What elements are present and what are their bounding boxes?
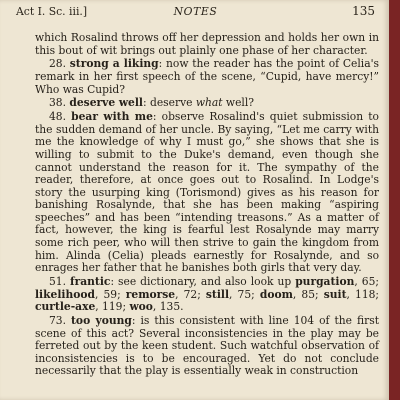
ref-line: 65 xyxy=(361,275,376,289)
ref-word: woo xyxy=(129,300,153,314)
note-48 xyxy=(35,111,379,275)
running-header xyxy=(16,5,375,19)
note-term: bear with me xyxy=(71,110,153,124)
note-number: 73. xyxy=(49,314,66,327)
note-text: : now the reader has the point of Celia's remark in her first speech of the scene, “Cupid, have mercy!” Who was Cupid? xyxy=(35,57,379,96)
ref-word: suit xyxy=(323,287,347,301)
ref-word: remorse xyxy=(125,287,176,301)
ref-line: 118 xyxy=(355,287,376,301)
ref-word: likelihood xyxy=(35,287,95,301)
note-text: : is this consistent with line 104 of the first scene of this act? Several inconsistencies in the play may be ferreted out by the keen student. Such watchful observation of inconsistencies is to be encouraged. Yet do not conclude necessarily that the play is essentially weak in construction xyxy=(35,314,379,378)
note-number: 51. xyxy=(49,275,66,289)
ref-word: still xyxy=(205,287,230,301)
note-73 xyxy=(35,315,379,378)
note-number: 38. xyxy=(49,96,66,110)
notes-text xyxy=(35,32,379,378)
note-term: too young xyxy=(71,314,132,327)
note-italic-word: what xyxy=(195,96,223,110)
note-51: 51. frantic: see dictionary, and also look up purgation, 65; likelihood, 59; remorse, 72; still, 75; doom, 85; suit, 118; curtle-axe, 119; woo, 135. xyxy=(35,275,380,314)
note-text-end: well? xyxy=(222,96,254,110)
act-scene-reference: Act I. Sc. iii.] xyxy=(16,5,88,18)
page-number: 135 xyxy=(352,4,375,18)
ref-line: 119 xyxy=(102,300,123,314)
note-number: 48. xyxy=(49,110,66,124)
running-title: NOTES xyxy=(173,5,218,18)
note-number: 28. xyxy=(49,57,66,71)
note-term: frantic xyxy=(70,275,111,289)
ref-word: purgation xyxy=(295,275,355,289)
continued-paragraph xyxy=(35,32,379,57)
note-text: : see dictionary, and also look up xyxy=(110,275,296,289)
note-term: deserve well xyxy=(69,96,143,110)
paragraph-text: which Rosalind throws off her depression and holds her own in this bout of wit brings out plainly one phase of her character. xyxy=(35,31,379,57)
ref-line: 135 xyxy=(159,300,181,314)
note-term: strong a liking xyxy=(69,57,159,71)
note-text: : deserve xyxy=(142,96,196,110)
ref-line: 75 xyxy=(237,287,252,301)
ref-line: 59 xyxy=(103,287,118,301)
note-28 xyxy=(35,58,379,96)
ref-word: curtle-axe xyxy=(35,300,96,314)
ref-line: 72 xyxy=(183,287,198,301)
note-text: : observe Rosalind's quiet submission to the sudden demand of her uncle. By saying, “Let me carry with me the knowledge of why I must go,” she shows that she is willing to submit to the Duke's demand, even though she cannot understand the reason for it. The sympathy of the reader, therefore, at once goes out to Rosalind. In Lodge's story the usurping king (Torismond) gives as his reason for banishing Rosalynde, that she has been making “aspiring speeches” and has been “intending treasons.” As a matter of fact, however, the king is fearful lest Rosalynde may marry some rich peer, who will then strive to gain the kingdom from him. Alinda (Celia) pleads earnestly for Rosalynde, and so enrages her father that he banishes both girls that very day. xyxy=(35,110,379,275)
note-38 xyxy=(35,97,379,110)
ref-line: 85 xyxy=(301,287,316,301)
ref-word: doom xyxy=(259,287,293,301)
